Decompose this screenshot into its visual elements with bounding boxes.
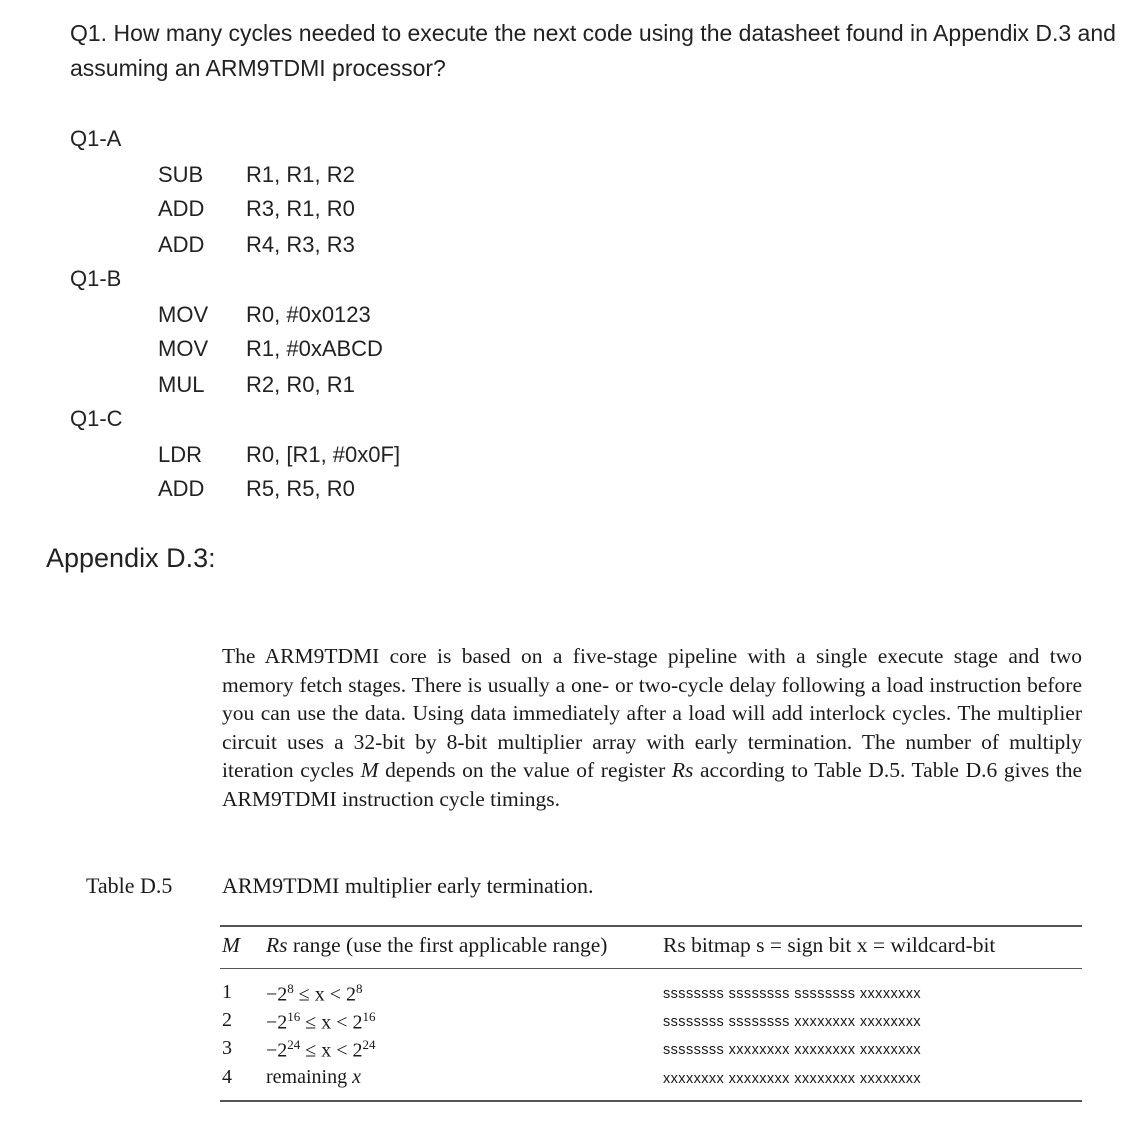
code-opcode: MOV [158,336,209,361]
code-line [158,232,355,258]
range-mid: ≤ x < 2 [293,983,357,1006]
table-header-rule [220,968,1082,969]
table-header-m [222,933,240,958]
range-text: remaining [266,1066,348,1088]
table-cell-range [266,1066,361,1089]
part-label-q1-a: Q1-A [70,126,122,151]
header-range-var: Rs [266,933,288,957]
code-opcode: LDR [158,442,203,467]
range-var: x [352,1066,361,1088]
table-cell-bitmap: ssssssss ssssssss xxxxxxxx xxxxxxxx [663,1014,922,1030]
range-neg: −2 [266,983,288,1006]
code-operands: R1, #0xABCD [246,336,383,361]
code-opcode: ADD [158,232,205,257]
code-opcode: MOV [158,302,209,327]
code-operands: R4, R3, R3 [246,232,355,257]
code-opcode: ADD [158,476,205,501]
header-m-text: M [222,933,240,957]
code-operands: R0, #0x0123 [246,302,371,327]
code-operands: R1, R1, R2 [246,162,355,187]
table-header-range [266,933,607,958]
range-exp: 24 [362,1037,376,1052]
header-range-text: range (use the first applicable range) [292,933,608,957]
range-mid: ≤ x < 2 [300,1039,363,1062]
table-number: Table D.5 [86,873,173,898]
part-label-q1-b: Q1-B [70,266,122,291]
code-opcode: MUL [158,372,205,397]
table-cell-range [266,1009,376,1035]
table-cell-bitmap: ssssssss ssssssss ssssssss xxxxxxxx [663,986,922,1002]
table-bottom-rule [220,1100,1082,1102]
table-cell-m: 4 [222,1066,232,1088]
range-exp: 16 [362,1009,376,1024]
code-line [158,476,355,502]
code-opcode: ADD [158,196,205,221]
table-cell-m: 1 [222,981,232,1003]
code-line [158,162,355,188]
code-operands: R0, [R1, #0x0F] [246,442,401,467]
variable-m: M [360,758,379,783]
table-cell-bitmap: ssssssss xxxxxxxx xxxxxxxx xxxxxxxx [663,1042,922,1058]
paragraph-text: according to Table D.5. Table D.6 gives the ARM9TDMI instruction cycle timings. [222,758,1083,811]
range-exp: 8 [287,981,294,996]
code-line [158,196,355,222]
code-operands: R2, R0, R1 [246,372,355,397]
table-top-rule [220,925,1082,927]
code-line [158,302,371,328]
paragraph-text: depends on the value of register [385,758,666,783]
table-header-bitmap: Rs bitmap s = sign bit x = wildcard-bit [663,933,996,957]
appendix-paragraph [222,642,1082,814]
table-cell-bitmap: xxxxxxxx xxxxxxxx xxxxxxxx xxxxxxxx [663,1071,922,1087]
range-exp: 24 [287,1037,301,1052]
paragraph-text: The ARM9TDMI core is based on a five-stage pipeline with a single execute stage and two memory fetch stages. There is usually a one- or two-cycle delay following a load instruction before you can use the data. Using data immediately after a load will add interlock cycles. The multiplier circuit uses a 32-bit by 8-bit multiplier array with early termination. The number of multiply iteration cycles [222,644,1082,783]
code-line [158,442,400,468]
code-opcode: SUB [158,162,204,187]
code-operands: R3, R1, R0 [246,196,355,221]
range-neg: −2 [266,1011,288,1034]
variable-rs: Rs [671,758,694,783]
question-text: Q1. How many cycles needed to execute the next code using the datasheet found in Appendix D.3 and assuming an ARM9TDMI processor? [70,20,1116,81]
code-line [158,336,383,362]
part-label-q1-c: Q1-C [70,406,123,431]
range-mid: ≤ x < 2 [300,1011,363,1034]
table-title: ARM9TDMI multiplier early termination. [222,873,594,898]
range-exp: 16 [287,1009,301,1024]
code-line [158,372,355,398]
table-cell-m: 3 [222,1037,232,1059]
code-operands: R5, R5, R0 [246,476,355,501]
range-exp: 8 [356,981,363,996]
appendix-title: Appendix D.3: [46,543,216,573]
table-cell-m: 2 [222,1009,232,1031]
table-cell-range [266,981,363,1007]
table-cell-range [266,1037,376,1063]
range-neg: −2 [266,1039,288,1062]
